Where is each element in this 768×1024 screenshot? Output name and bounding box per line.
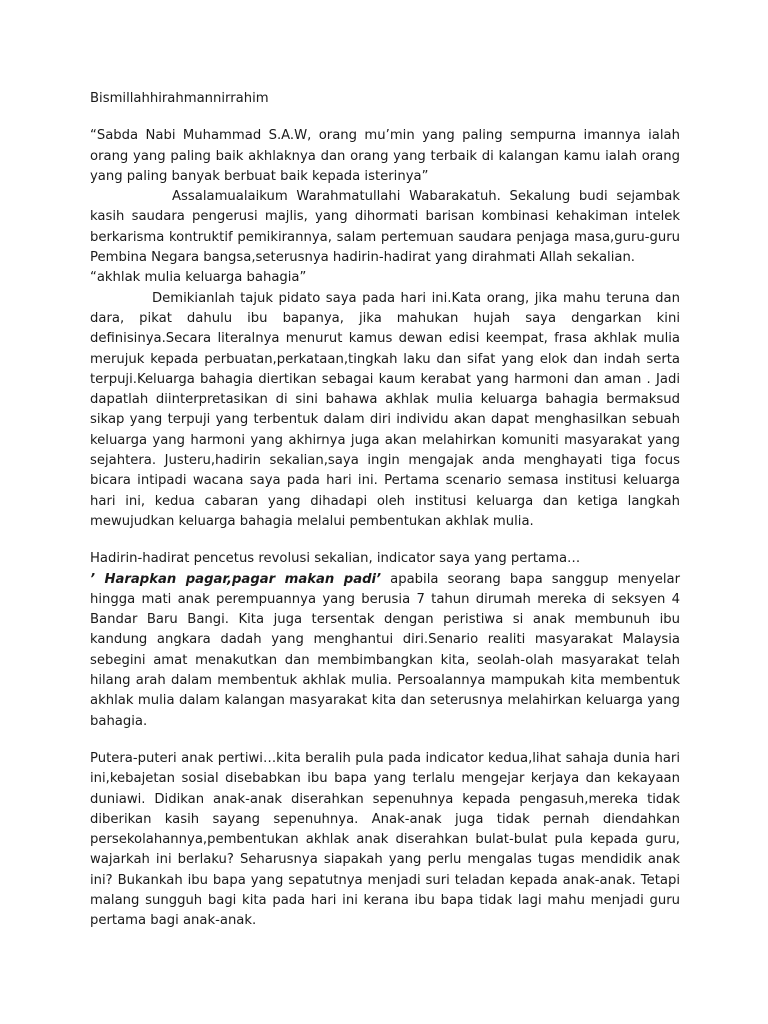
- hadith-quote: “Sabda Nabi Muhammad S.A.W, orang mu’min yang paling sempurna imannya ialah orang yang paling baik akhlaknya dan orang yang terbaik di kalangan kamu ialah orang yang paling banyak berbuat baik kepada isterinya”: [90, 128, 680, 184]
- point-one-paragraph: [90, 570, 680, 732]
- document-page: [90, 89, 680, 932]
- point-two-paragraph-b: persekolahannya,pembentukan akhlak anak diserahkan bulat-bulat pula kepada guru, wajarkah ini berlaku? Seharusnya siapakah yang perlu mengalas tugas mendidik anak ini? Bukankah ibu bapa yang sepatutnya menjadi suri teladan kepada anak-anak. Tetapi malang sungguh bagi kita pada hari ini kerana ibu bapa tidak lagi mahu menjadi guru pertama bagi anak-anak.: [90, 832, 680, 929]
- greeting-line: Bismillahhirahmannirrahim: [90, 91, 269, 106]
- proverb-emphasis: ’ Harapkan pagar,pagar makan padi’: [90, 571, 382, 587]
- intro-paragraph: Demikianlah tajuk pidato saya pada hari ini.Kata orang, jika mahu teruna dan dara, pikat dahulu ibu bapanya, jika mahukan hujah saya dengarkan kini definisinya.Secara literalnya menurut kamus dewan edisi keempat, frasa akhlak mulia merujuk kepada perbuatan,perkataan,tingkah laku dan sifat yang elok dan indah serta terpuji.Keluarga bahagia diertikan sebagai kaum kerabat yang harmoni dan aman . Jadi dapatlah diinterpretasikan di sini bahawa akhlak mulia keluarga bahagia bermaksud sikap yang terpuji yang terbentuk dalam diri individu akan dapat menghasilkan sebuah keluarga yang harmoni yang akhirnya juga akan melahirkan komuniti masyarakat yang sejahtera. Justeru,hadirin sekalian,saya ingin mengajak anda menghayati tiga focus bicara intipadi wacana saya pada hari ini. Pertama scenario semasa institusi keluarga hari ini, kedua cabaran yang dihadapi oleh institusi keluarga dan ketiga langkah mewujudkan keluarga bahagia melalui pembentukan akhlak mulia.: [90, 290, 680, 529]
- point-two-paragraph-a: Putera-puteri anak pertiwi…kita beralih pula pada indicator kedua,lihat sahaja dunia hari ini,kebajetan sosial disebabkan ibu bapa yang terlalu mengejar kerjaya dan kekayaan duniawi. Didikan anak-anak diserahkan sepenuhnya kepada pengasuh,mereka tidak diberikan kasih sayang sepenuhnya. Anak-anak juga tidak pernah diendahkan: [90, 750, 680, 827]
- speech-title-quote: “akhlak mulia keluarga bahagia”: [90, 270, 307, 286]
- point-one-lead: Hadirin-hadirat pencetus revolusi sekalian, indicator saya yang pertama…: [90, 551, 581, 567]
- salutation-paragraph: Assalamualaikum Warahmatullahi Wabarakatuh. Sekalung budi sejambak kasih saudara pengerusi majlis, yang dihormati barisan kombinasi kehakiman intelek berkarisma kontruktif pemikirannya, salam pertemuan saudara penjaga masa,guru-guru Pembina Negara bangsa,seterusnya hadirin-hadirat yang dirahmati Allah sekalian.: [90, 189, 680, 266]
- point-one-body: apabila seorang bapa sanggup menyelar hingga mati anak perempuannya yang berusia 7 tahun dirumah mereka di seksyen 4 Bandar Baru Bangi. Kita juga tersentak dengan peristiwa si anak membunuh ibu kandung angkara dadah yang menghantui diri.Senario realiti masyarakat Malaysia sebegini amat menakutkan dan membimbangkan kita, seolah-olah masyarakat telah hilang arah dalam membentuk akhlak mulia. Persoalannya mampukah kita membentuk akhlak mulia dalam kalangan masyarakat kita dan seterusnya melahirkan keluarga yang bahagia.: [90, 571, 680, 729]
